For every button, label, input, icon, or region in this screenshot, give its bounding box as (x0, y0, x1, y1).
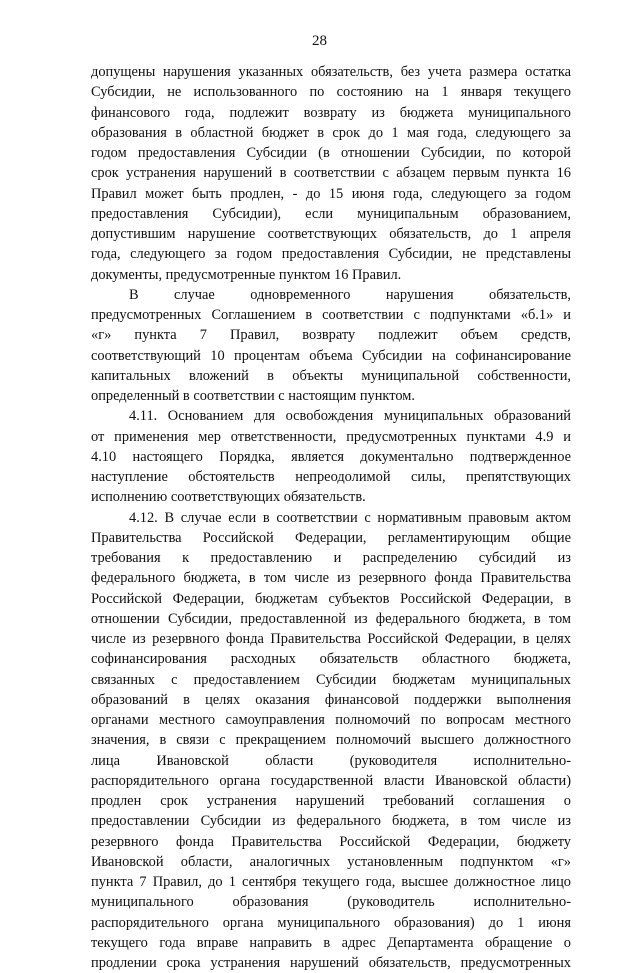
text-line: продлен срок устранения нарушений требований соглашения о (91, 791, 571, 811)
paragraph (91, 285, 571, 407)
text-line: 4.10 настоящего Порядка, является документально подтвержденное (91, 447, 571, 467)
text-line: отношении Субсидии, предоставленной из федерального бюджета, в том (91, 609, 571, 629)
text-line: Правительства Российской Федерации, регламентирующим общие (91, 528, 571, 548)
text-line: капитальных вложений в объекты муниципальной собственности, (91, 366, 571, 386)
text-line: предоставлении Субсидии из федерального бюджета, в том числе из (91, 811, 571, 831)
text-line: документы, предусмотренные пунктом 16 Правил. (91, 265, 571, 285)
text-line: допущены нарушения указанных обязательств, без учета размера остатка (91, 62, 571, 82)
text-line: допустившим нарушение соответствующих обязательств, до 1 апреля (91, 224, 571, 244)
text-line: предоставления Субсидии), если муниципальным образованием, (91, 204, 571, 224)
paragraph (91, 62, 571, 285)
text-line: определенный в соответствии с настоящим пунктом. (91, 386, 571, 406)
text-line: распорядительного органа муниципального образования) до 1 июня (91, 913, 571, 933)
text-line: органами местного самоуправления полномочий по вопросам местного (91, 710, 571, 730)
text-line: года, следующего за годом предоставления Субсидии, не представлены (91, 244, 571, 264)
text-line: Ивановской области, аналогичных установленным подпунктом «г» (91, 852, 571, 872)
text-line: наступление обстоятельств непреодолимой силы, препятствующих (91, 467, 571, 487)
paragraph (91, 406, 571, 507)
text-line: образований в целях оказания финансовой поддержки выполнения (91, 690, 571, 710)
text-line: лица Ивановской области (руководителя исполнительно- (91, 751, 571, 771)
paragraph (91, 508, 571, 973)
text-line: Субсидии, не использованного по состоянию на 1 января текущего (91, 82, 571, 102)
text-line: 4.12. В случае если в соответствии с нормативным правовым актом (91, 508, 571, 528)
text-line: годом предоставления Субсидии (в отношении Субсидии, по которой (91, 143, 571, 163)
text-line: образования в областной бюджет в срок до 1 мая года, следующего за (91, 123, 571, 143)
text-line: значения, в связи с прекращением полномочий высшего должностного (91, 730, 571, 750)
text-line: пункта 7 Правил, до 1 сентября текущего года, высшее должностное лицо (91, 872, 571, 892)
text-line: Российской Федерации, бюджетам субъектов Российской Федерации, в (91, 589, 571, 609)
text-line: федерального бюджета, в том числе из резервного фонда Правительства (91, 568, 571, 588)
text-line: срок устранения нарушений в соответствии с абзацем первым пункта 16 (91, 163, 571, 183)
page-number: 28 (0, 32, 639, 50)
text-line: Правил может быть продлен, - до 15 июня года, следующего за годом (91, 184, 571, 204)
text-line: резервного фонда Правительства Российской Федерации, бюджету (91, 832, 571, 852)
text-line: В случае одновременного нарушения обязательств, (91, 285, 571, 305)
text-line: распорядительного органа государственной власти Ивановской области) (91, 771, 571, 791)
text-line: от применения мер ответственности, предусмотренных пунктами 4.9 и (91, 427, 571, 447)
document-body (91, 62, 571, 973)
text-line: исполнению соответствующих обязательств. (91, 487, 571, 507)
text-line: соответствующий 10 процентам объема Субсидии на софинансирование (91, 346, 571, 366)
text-line: финансового года, подлежит возврату из бюджета муниципального (91, 103, 571, 123)
text-line: 4.11. Основанием для освобождения муниципальных образований (91, 406, 571, 426)
text-line: требования к предоставлению и распределению субсидий из (91, 548, 571, 568)
text-line: «г» пункта 7 Правил, возврату подлежит объем средств, (91, 325, 571, 345)
text-line: числе из резервного фонда Правительства Российской Федерации, в целях (91, 629, 571, 649)
text-line: продлении срока устранения нарушений обязательств, предусмотренных (91, 953, 571, 973)
text-line: связанных с предоставлением Субсидии бюджетам муниципальных (91, 670, 571, 690)
text-line: софинансирования расходных обязательств областного бюджета, (91, 649, 571, 669)
text-line: предусмотренных Соглашением в соответствии с подпунктами «б.1» и (91, 305, 571, 325)
text-line: текущего года вправе направить в адрес Департамента обращение о (91, 933, 571, 953)
text-line: муниципального образования (руководитель исполнительно- (91, 892, 571, 912)
